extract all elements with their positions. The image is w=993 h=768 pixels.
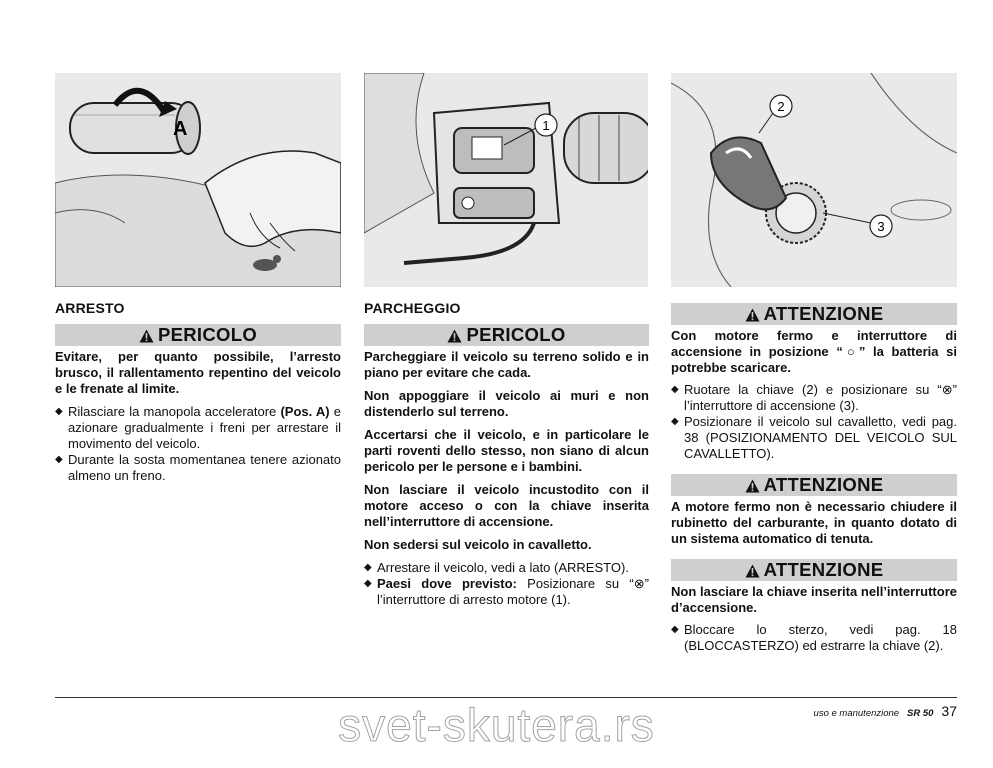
list-item — [55, 452, 341, 484]
diamond-bullet-icon: ◆ — [364, 578, 372, 589]
attenzione-section — [671, 303, 957, 654]
list-item — [364, 576, 649, 608]
danger-text-1: Parcheggiare il veicolo su terreno solido e in piano per evitare che cada. — [364, 349, 649, 380]
danger-text-4: Non lasciare il veicolo incustodito con il motore acceso o con la chiave inserita nell’interruttore di accensione. — [364, 482, 649, 529]
caution-label: ATTENZIONE — [763, 474, 884, 495]
caution-label: ATTENZIONE — [763, 303, 884, 324]
warning-triangle-icon — [745, 564, 760, 578]
diamond-bullet-icon: ◆ — [364, 562, 372, 573]
callout-1: 1 — [542, 118, 550, 133]
list-item — [671, 622, 957, 654]
list-text: Arrestare il veicolo, vedi a lato (ARRESTO). — [377, 560, 629, 575]
page-footer — [814, 703, 957, 719]
diamond-bullet-icon: ◆ — [55, 454, 63, 465]
list-item — [671, 382, 957, 414]
page-number: 37 — [941, 703, 957, 719]
diamond-bullet-icon: ◆ — [671, 384, 679, 395]
list-text: Posizionare il veicolo sul cavalletto, vedi pag. 38 (POSIZIONAMENTO DEL VEICOLO SUL CAVALLETTO). — [684, 414, 957, 461]
danger-banner — [55, 324, 341, 346]
caution-banner-2 — [671, 474, 957, 496]
list-text: Rilasciare la manopola acceleratore — [68, 404, 281, 419]
handlebar-switch-figure — [364, 73, 648, 287]
danger-text-5: Non sedersi sul veicolo in cavalletto. — [364, 537, 592, 552]
diamond-bullet-icon: ◆ — [55, 406, 63, 417]
list-bold-text: Paesi dove previsto: — [377, 576, 517, 591]
warning-triangle-icon — [745, 308, 760, 322]
diamond-bullet-icon: ◆ — [671, 624, 679, 635]
ignition-key-figure — [671, 73, 957, 287]
list-text: e azionare gradualmente i freni per arrestare il movimento del veicolo. — [68, 404, 341, 451]
caution-banner-1 — [671, 303, 957, 325]
parcheggio-list — [364, 560, 649, 608]
caution-list-1 — [671, 382, 957, 462]
arresto-section — [55, 300, 341, 484]
list-bold-text: (Pos. A) — [280, 404, 330, 419]
warning-triangle-icon — [139, 329, 154, 343]
callout-2: 2 — [777, 99, 785, 114]
danger-label: PERICOLO — [157, 324, 258, 345]
diamond-bullet-icon: ◆ — [671, 416, 679, 427]
list-item — [55, 404, 341, 452]
callout-3: 3 — [877, 219, 885, 234]
list-text: Durante la sosta momentanea tenere azionato almeno un freno. — [68, 452, 341, 483]
section-heading-arresto: ARRESTO — [55, 300, 125, 316]
warning-triangle-icon — [447, 329, 462, 343]
caution-text-1: Con motore fermo e interruttore di accensione in posizione “○” la batteria si potrebbe scaricare. — [671, 328, 957, 375]
list-text: Posizionare su “⊗” l’interruttore di arresto motore (1). — [377, 576, 649, 607]
section-heading-parcheggio: PARCHEGGIO — [364, 300, 461, 316]
caution-label: ATTENZIONE — [763, 559, 884, 580]
throttle-figure — [55, 73, 341, 287]
caution-text-2: A motore fermo non è necessario chiudere il rubinetto del carburante, in quanto dotato di un sistema automatico di tenuta. — [671, 499, 957, 546]
arresto-list — [55, 404, 341, 484]
watermark: svet-skutera.rs — [338, 699, 655, 751]
caution-banner-3 — [671, 559, 957, 581]
list-item — [671, 414, 957, 462]
danger-banner — [364, 324, 649, 346]
danger-text: Evitare, per quanto possibile, l’arresto brusco, il rallentamento repentino del veicolo e le frenate al limite. — [55, 349, 341, 396]
danger-label: PERICOLO — [466, 324, 566, 345]
list-text: Ruotare la chiave (2) e posizionare su “⊗” l’interruttore di accensione (3). — [684, 382, 957, 413]
danger-text-2: Non appoggiare il veicolo ai muri e non distenderlo sul terreno. — [364, 388, 649, 419]
danger-text-3: Accertarsi che il veicolo, e in particolare le parti roventi dello stesso, non siano di alcun pericolo per le persone e i bambini. — [364, 427, 649, 474]
parcheggio-section — [364, 300, 649, 608]
callout-a: A — [173, 118, 188, 140]
footer-model: SR 50 — [907, 708, 934, 719]
caution-list-3 — [671, 622, 957, 654]
list-text: Bloccare lo sterzo, vedi pag. 18 (BLOCCASTERZO) ed estrarre la chiave (2). — [684, 622, 957, 653]
caution-text-3: Non lasciare la chiave inserita nell’interruttore d’accensione. — [671, 584, 957, 615]
footer-label: uso e manutenzione — [813, 708, 900, 719]
list-item — [364, 560, 649, 576]
warning-triangle-icon — [745, 479, 760, 493]
